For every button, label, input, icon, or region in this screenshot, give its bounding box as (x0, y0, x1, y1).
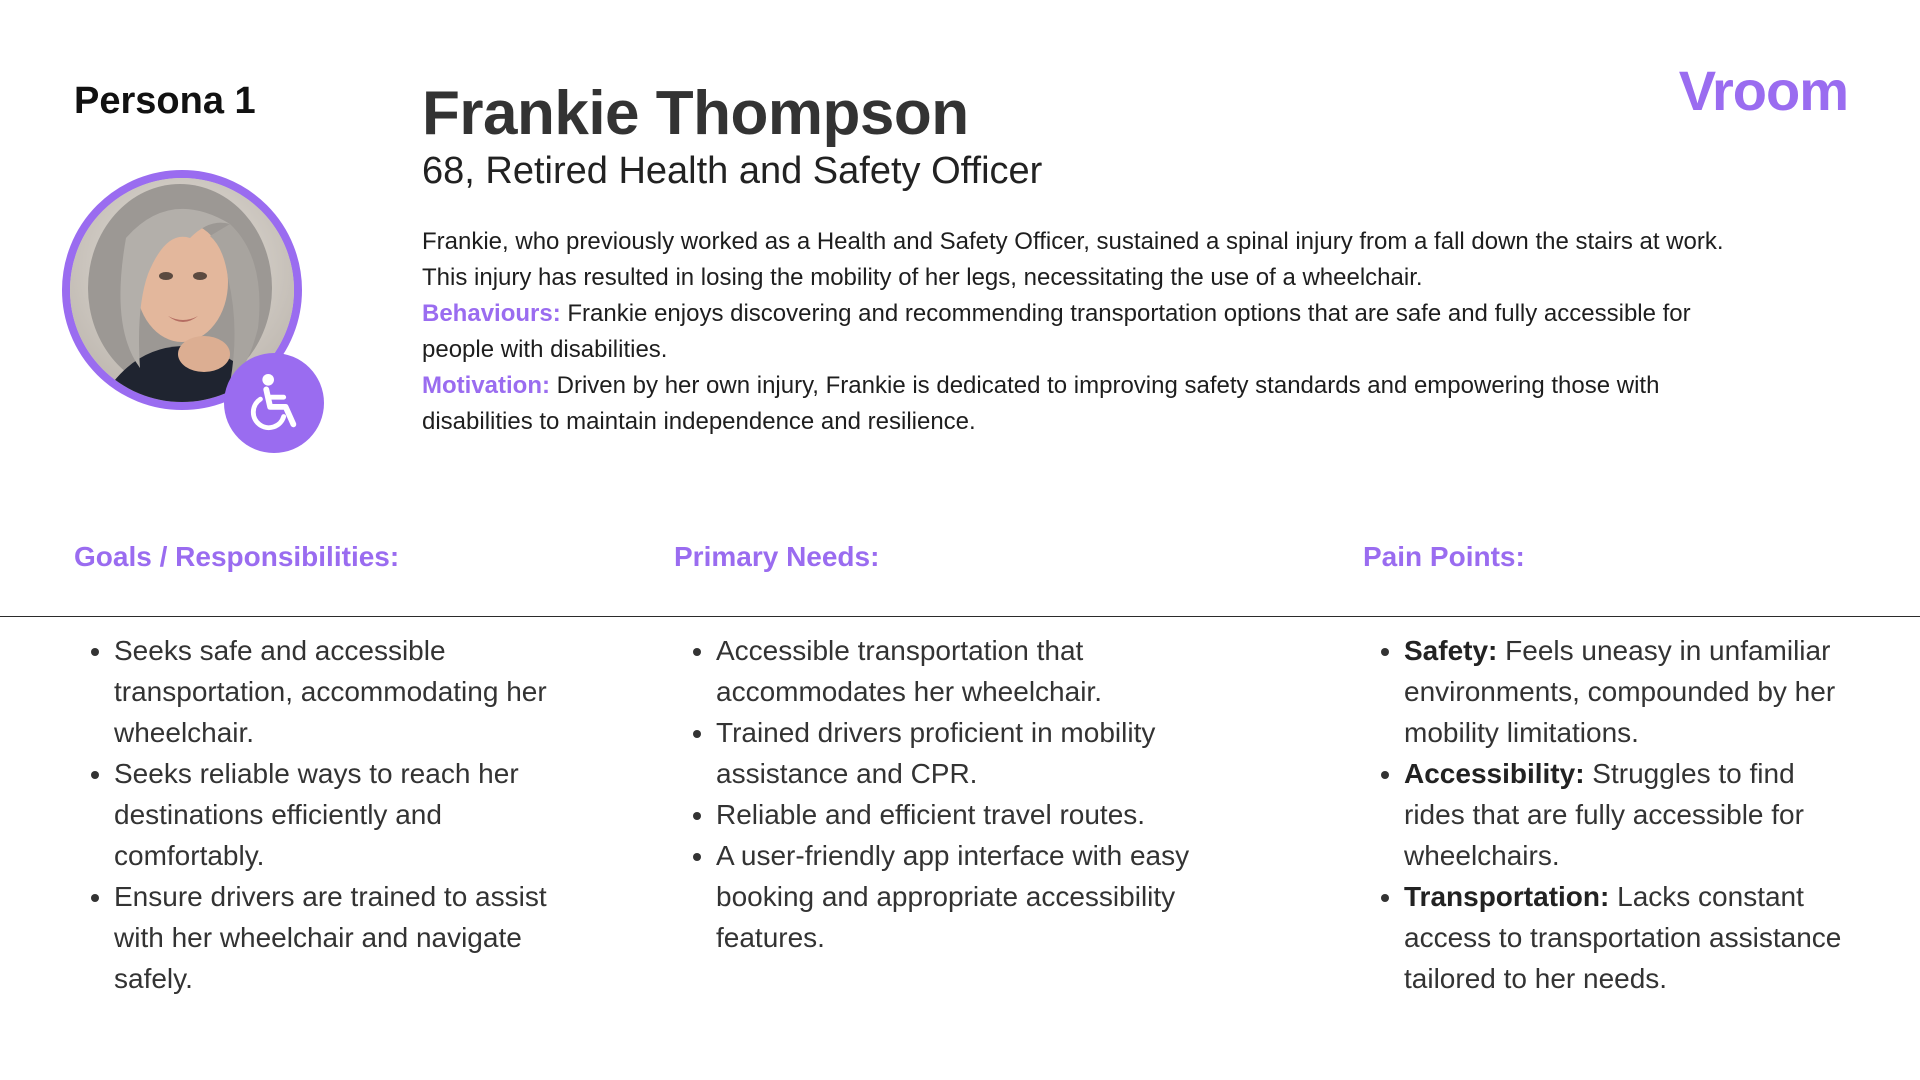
pain-label: Transportation: (1404, 881, 1610, 912)
needs-heading: Primary Needs: (674, 541, 880, 572)
goals-heading: Goals / Responsibilities: (74, 541, 400, 572)
pain-text: Struggles to find rides that are fully accessible for wheelchairs. (1404, 758, 1804, 871)
wheelchair-icon (243, 372, 305, 434)
pain-text: Feels uneasy in unfamiliar environments, compounded by her mobility limitations. (1404, 635, 1836, 748)
persona-bio (422, 224, 1732, 440)
behaviours-label: Behaviours: (422, 300, 561, 327)
bio-intro: Frankie, who previously worked as a Health and Safety Officer, sustained a spinal injury from a fall down the stairs at work. This injury has resulted in losing the mobility of her legs, necessitating the use of a wheelchair. (422, 228, 1724, 291)
needs-list (674, 630, 1234, 958)
pain-label: Safety: (1404, 635, 1498, 666)
bio-behaviours (422, 296, 1732, 368)
list-item (1404, 753, 1862, 876)
motivation-text: Driven by her own injury, Frankie is dedicated to improving safety standards and empowering those with disabilities to maintain independence and resilience. (422, 372, 1660, 435)
list-item: • Seeks reliable ways to reach her destinations efficiently and comfortably. (114, 753, 572, 876)
list-item (1404, 876, 1862, 999)
pain-text: Lacks constant access to transportation assistance tailored to her needs. (1404, 881, 1842, 994)
persona-name: Frankie Thompson (422, 79, 969, 148)
list-item: • Ensure drivers are trained to assist with her wheelchair and navigate safely. (114, 876, 572, 999)
goals-list (72, 630, 572, 999)
avatar-container (62, 170, 302, 410)
goals-column (72, 630, 572, 999)
pain-label: Accessibility: (1404, 758, 1585, 789)
pain-points-list (1362, 630, 1862, 999)
list-item: • Seeks safe and accessible transportation, accommodating her wheelchair. (114, 630, 572, 753)
section-divider (0, 616, 1920, 617)
pain-points-column (1362, 630, 1862, 999)
list-item (1404, 630, 1862, 753)
pain-points-heading: Pain Points: (1363, 541, 1525, 572)
list-item: • Accessible transportation that accommodates her wheelchair. (716, 630, 1234, 712)
list-item: • A user-friendly app interface with easy booking and appropriate accessibility features. (716, 835, 1234, 958)
needs-column (674, 630, 1234, 958)
brand-logo: Vroom (1678, 59, 1848, 122)
bio-motivation (422, 368, 1732, 440)
list-item: • Trained drivers proficient in mobility assistance and CPR. (716, 712, 1234, 794)
behaviours-text: Frankie enjoys discovering and recommending transportation options that are safe and fully accessible for people with disabilities. (422, 300, 1691, 363)
motivation-label: Motivation: (422, 372, 550, 399)
persona-label: Persona 1 (74, 80, 256, 122)
persona-subtitle: 68, Retired Health and Safety Officer (422, 150, 1043, 192)
list-item: • Reliable and efficient travel routes. (716, 794, 1234, 835)
wheelchair-badge (224, 353, 324, 453)
